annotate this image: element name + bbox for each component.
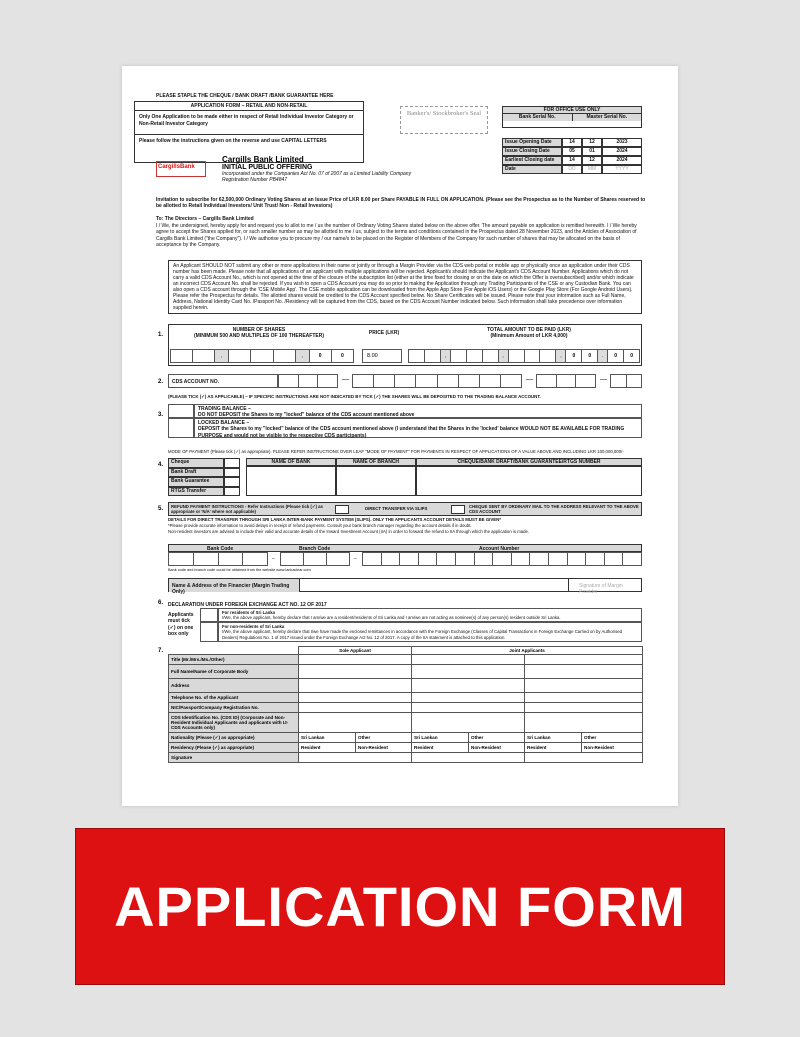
- applicant-field-label: Address: [169, 679, 299, 693]
- joint-applicant-2-field[interactable]: [525, 655, 643, 665]
- sole-applicant-field[interactable]: [299, 665, 412, 679]
- amount-digit-cell[interactable]: [508, 349, 524, 363]
- account-digit-cell[interactable]: [362, 552, 381, 566]
- option-non_resident[interactable]: Non-Resident: [469, 743, 525, 753]
- staple-note: PLEASE STAPLE THE CHEQUE / BANK DRAFT /BANK GUARANTEE HERE: [156, 93, 334, 99]
- cheque-number-col: CHEQUE/BANK DRAFT/BANK GUARANTEE/RTGS NUMBER: [416, 458, 642, 466]
- joint-applicant-1-field[interactable]: [412, 665, 525, 679]
- office-use-box: [502, 106, 642, 128]
- sole-applicant-field[interactable]: [299, 693, 412, 703]
- cargills-bank-logo: CargillsBank: [156, 161, 206, 177]
- date-month: 01: [582, 147, 602, 156]
- account-digit-cell[interactable]: [399, 552, 418, 566]
- joint-applicant-1-field[interactable]: [412, 655, 525, 665]
- cds-account-label: CDS ACCOUNT NO.: [168, 374, 278, 388]
- margin-provider-signature[interactable]: Signature of Margin Provider: [579, 583, 623, 596]
- applicant-field-label: Telephone No. of the Applicant: [169, 693, 299, 703]
- joint-applicant-1-field[interactable]: [412, 753, 525, 763]
- amount-digit-cell[interactable]: [539, 349, 555, 363]
- option-sri_lankan[interactable]: Sri Lankan: [412, 733, 469, 743]
- payment-mode-label: Cheque: [168, 458, 224, 468]
- payment-mode-label: RTGS Transfer: [168, 487, 224, 497]
- account-digit-cell[interactable]: [529, 552, 548, 566]
- amount-digit-cell[interactable]: [408, 349, 424, 363]
- cds-part-4[interactable]: [610, 374, 642, 388]
- branch-code-label: Branch Code: [299, 546, 331, 552]
- price-value: 8.00: [362, 349, 402, 363]
- non-resident-declaration: For non-residents of Sri Lanka I/We, the above applicant, hereby declare that I/we have made the enclosed remittances in accordance with the Foreign Exchange (Classes of Capital Transactions in Foreign Exchange Carried on by Authorised Dealers) Regulations No. 1 of 2017 issued under the Foreign Exchange Act No. 12 of 2017. A copy of the IIA statement is attached to this application.: [218, 622, 642, 642]
- account-digit-cell[interactable]: [548, 552, 567, 566]
- amount-digit-cell[interactable]: 0: [623, 349, 640, 363]
- to-directors: To: The Directors – Cargills Bank Limited: [156, 216, 254, 222]
- cds-dash-2: —: [526, 376, 533, 383]
- joint-applicant-2-field[interactable]: [525, 693, 643, 703]
- application-form-page: [122, 66, 678, 806]
- account-digit-cell[interactable]: [622, 552, 642, 566]
- date-year: 2023: [602, 138, 642, 147]
- sole-applicant-field[interactable]: [299, 753, 412, 763]
- direct-transfer-label: DIRECT TRANSFER VIA SLIPS: [365, 506, 428, 511]
- joint-applicant-2-field[interactable]: [525, 703, 643, 713]
- applicant-field-label: Full Name/Name of Corporate Body: [169, 665, 299, 679]
- account-number-grid[interactable]: [362, 552, 642, 566]
- applicant-field-label: Residency (Please (✓) as appropriate): [169, 743, 299, 753]
- date-day: 14: [562, 138, 582, 147]
- offering-title: INITIAL PUBLIC OFFERING: [222, 164, 313, 171]
- bank-code-grid[interactable]: [168, 552, 268, 566]
- payment-modes: [168, 458, 240, 496]
- section-6-title: DECLARATION UNDER FOREIGN EXCHANGE ACT NO. 12 OF 2017: [168, 602, 327, 608]
- cds-part-3[interactable]: [536, 374, 596, 388]
- shares-digit-cell[interactable]: [228, 349, 250, 363]
- refund-note-1: *Please provide accurate information to avoid delays in receipt of refund payments. Consult your bank branch manager regarding the account details if in doubt.: [168, 523, 472, 528]
- section-5-number: 5.: [158, 506, 164, 512]
- branch-code-grid[interactable]: [280, 552, 350, 566]
- refund-note-2: Non-resident investors are advised to include their valid and accurate details of the Inward Investment Account (IIA) in order to forward the refund to IIA through which the application is made.: [168, 529, 530, 534]
- applicant-field-label: Signature: [169, 753, 299, 763]
- joint-applicant-2-field[interactable]: [525, 665, 643, 679]
- account-digit-cell[interactable]: [455, 552, 474, 566]
- joint-applicant-1-field[interactable]: [412, 713, 525, 733]
- account-digit-cell[interactable]: [604, 552, 623, 566]
- refund-box: [168, 502, 642, 516]
- cds-part-2[interactable]: [352, 374, 522, 388]
- invitation-text: Invitation to subscribe for 62,500,000 Ordinary Voting Shares at an Issue Price of LKR 8.00 per Share PAYABLE IN FULL ON APPLICATION. (Please see the Prospectus as to the Number of Shares reserved to be allotted to Retail Individual Investors/ Unit Trust/ Non - Retail Investors): [156, 197, 646, 210]
- form-title-box: [134, 101, 364, 163]
- price-label: PRICE (LKR): [368, 330, 400, 336]
- dates-table: [502, 138, 642, 174]
- amount-digit-cell[interactable]: [466, 349, 482, 363]
- non-resident-checkbox[interactable]: [200, 622, 218, 642]
- bank-serial-label: Bank Serial No.: [503, 114, 573, 120]
- option-resident[interactable]: Resident: [525, 743, 582, 753]
- applicant-field-label: Title (Mr./Mrs./Ms./Other): [169, 655, 299, 665]
- option-sri_lankan[interactable]: Sri Lankan: [299, 733, 356, 743]
- sole-applicant-field[interactable]: [299, 679, 412, 693]
- resident-declaration: For residents of Sri Lanka I/We, the above applicant, hereby declare that I am/we are a resident/residents of Sri Lanka and I am/we are not acting as nominee(s) of any person(s) resident outside Sri Lanka.: [218, 608, 642, 622]
- notice-box: An Applicant SHOULD NOT submit any other or more applications in their name or jointly or through a Margin Provider via the CDS web portal or mobile app or physically once an application under their CDS number has been made. Please note that all applications of an applicant with multiple applications will be rejected. Applicant/s should indicate the Applicant's CDS Account Number. Applications which do not carry a valid CDS Account No., which is not opened at the time of the closure of the subscription list (either at the time fixed for closing or on the date on which the Offer is oversubscribed) and/or which indicate an incorrect CDS Account No. shall be rejected. If you wish to open a CDS Account you may do so prior to making the Application through any Trading Participants of the CSE or any Custodian Bank. You can also open a CDS account through the 'CSE Mobile App'. The CSE mobile application can be downloaded from the Apple App Store (For Apple iOS Users) or the Google Play Store (For Google Android Users). Please refer the Prospectus for details. The allotted shares would be credited to the CDS Account specified below. No Share Certificates will be issued. Please note that your information such as Full Name, Address, National Identity Card No. /Passport No. /Residency will be captured from the CDS, based on the CDS Account Number indicated below. Such information shall take precedence over information supplied herein.: [168, 260, 642, 314]
- date-label: Date: [502, 165, 562, 174]
- banker-seal-box: Banker's/ Stockbroker's Seal: [400, 106, 488, 134]
- company-block: [222, 155, 522, 184]
- shares-input-grid[interactable]: [170, 349, 354, 363]
- date-month: 12: [582, 156, 602, 165]
- option-resident[interactable]: Resident: [299, 743, 356, 753]
- office-use-title: FOR OFFICE USE ONLY: [503, 107, 641, 114]
- date-year: 2024: [602, 147, 642, 156]
- joint-applicants-header: Joint Applicants: [412, 647, 643, 655]
- section-3-number: 3.: [158, 412, 164, 418]
- registration-number: Registration Number PB4847: [222, 177, 288, 184]
- code-source-note: Bank code and branch code could be obtained from the website www.lankaclear.com: [168, 568, 311, 572]
- account-digit-cell[interactable]: [492, 552, 511, 566]
- amount-digit-cell[interactable]: ,: [440, 349, 450, 363]
- joint-applicant-2-field[interactable]: [525, 753, 643, 763]
- shares-digit-cell[interactable]: [170, 349, 192, 363]
- section-7-number: 7.: [158, 648, 164, 654]
- date-day: 05: [562, 147, 582, 156]
- cheque-mail-label: CHEQUE SENT BY ORDINARY MAIL TO THE ADDRESS RELEVANT TO THE ABOVE CDS ACCOUNT: [469, 504, 639, 515]
- incorporation-note: Incorporated under the Companies Act No. 07 of 2007 as a Limited Liability Company: [222, 171, 412, 177]
- follow-instructions-note: Please follow the instructions given on the reverse and use CAPITAL LETTERS: [135, 134, 363, 147]
- date-row: [502, 165, 642, 174]
- tick-note: (PLEASE TICK (✓) AS APPLICABLE) – IF SPECIFIC INSTRUCTIONS ARE NOT INDICATED BY TICK (✓) THE SHARES WILL BE DEPOSITED TO THE TRADING BALANCE ACCOUNT.: [168, 394, 541, 399]
- date-row: [502, 147, 642, 156]
- bank-name-field[interactable]: [246, 466, 336, 496]
- amount-digit-cell[interactable]: 0: [565, 349, 581, 363]
- number-of-shares-label: NUMBER OF SHARES (MINIMUM 500 AND MULTIPLES OF 100 THEREAFTER): [193, 327, 324, 340]
- shares-digit-cell[interactable]: 0: [331, 349, 354, 363]
- amount-digit-cell[interactable]: [450, 349, 466, 363]
- banner-label: APPLICATION FORM: [114, 875, 686, 938]
- date-year[interactable]: YYYY: [602, 165, 642, 174]
- section-4-number: 4.: [158, 462, 164, 468]
- account-digit-cell[interactable]: [418, 552, 437, 566]
- amount-digit-cell[interactable]: [524, 349, 540, 363]
- amount-digit-cell[interactable]: ,: [555, 349, 565, 363]
- amount-input-grid[interactable]: [408, 349, 640, 363]
- date-label: Earliest Closing date: [502, 156, 562, 165]
- applicant-details-table: [168, 646, 642, 763]
- branch-code-dash: –: [354, 556, 357, 562]
- locked-balance-checkbox[interactable]: [168, 418, 194, 438]
- option-non_resident[interactable]: Non-Resident: [356, 743, 412, 753]
- option-other[interactable]: Other: [356, 733, 412, 743]
- direct-transfer-checkbox[interactable]: [335, 505, 349, 514]
- date-day: 14: [562, 156, 582, 165]
- sole-applicant-field[interactable]: [299, 703, 412, 713]
- branch-name-field[interactable]: [336, 466, 416, 496]
- payment-mode-label: Bank Draft: [168, 468, 224, 478]
- joint-applicant-2-field[interactable]: [525, 679, 643, 693]
- total-amount-label: TOTAL AMOUNT TO BE PAID (LKR) (Minimum Amount of LKR 4,000): [487, 327, 571, 340]
- shares-digit-cell[interactable]: [250, 349, 272, 363]
- payment-mode-label: Bank Guarantee: [168, 477, 224, 487]
- applicants-tick-note: Applicants must tick (✓) on one box only: [168, 612, 194, 637]
- payment-details-table: [246, 458, 642, 496]
- option-non_resident[interactable]: Non-Resident: [582, 743, 643, 753]
- cheque-number-field[interactable]: [416, 466, 642, 496]
- shares-digit-cell[interactable]: ,: [214, 349, 228, 363]
- bank-code-label: Bank Code: [207, 546, 234, 552]
- joint-applicant-1-field[interactable]: [412, 703, 525, 713]
- financier-label: Name & Address of the Financier (Margin Trading Only): [169, 579, 299, 592]
- payment-mode-checkbox[interactable]: [224, 487, 240, 497]
- payment-mode-checkbox[interactable]: [224, 477, 240, 487]
- bank-code-dash: –: [272, 556, 275, 562]
- joint-applicant-1-field[interactable]: [412, 693, 525, 703]
- sole-applicant-field[interactable]: [299, 713, 412, 733]
- trading-balance-checkbox[interactable]: [168, 404, 194, 418]
- date-day[interactable]: DD: [562, 165, 582, 174]
- applicant-field-label: NIC/Passport/Company Registration No.: [169, 703, 299, 713]
- date-label: Issue Opening Date: [502, 138, 562, 147]
- cds-dash-3: —: [600, 376, 607, 383]
- shares-digit-cell[interactable]: 0: [309, 349, 331, 363]
- payment-mode-checkbox[interactable]: [224, 458, 240, 468]
- one-application-note: Only One Application to be made either in respect of Retail Individual Investor Category or Non-Retail Investor Category: [139, 114, 354, 127]
- account-digit-cell[interactable]: [436, 552, 455, 566]
- option-resident[interactable]: Resident: [412, 743, 469, 753]
- amount-digit-cell[interactable]: .: [597, 349, 607, 363]
- joint-applicant-1-field[interactable]: [412, 679, 525, 693]
- payment-mode-row: [168, 477, 240, 487]
- date-row: [502, 156, 642, 165]
- amount-digit-cell[interactable]: [424, 349, 440, 363]
- application-form-banner: [75, 828, 725, 985]
- financier-field[interactable]: [299, 579, 569, 592]
- refund-instructions: REFUND PAYMENT INSTRUCTIONS - Refer Instructions (Please tick (✓) as appropriate or 'N/A' where not applicable): [171, 504, 323, 515]
- resident-checkbox[interactable]: [200, 608, 218, 622]
- slips-details: DETAILS FOR DIRECT TRANSFER THROUGH SRI LANKA INTER-BANK PAYMENT SYSTEM (SLIPS). ONLY THE APPLICANTS ACCOUNT DETAILS MUST BE GIVEN*: [168, 517, 501, 522]
- account-digit-cell[interactable]: [511, 552, 530, 566]
- applicant-field-label: Nationality (Please (✓) as appropriate): [169, 733, 299, 743]
- payment-note: MODE OF PAYMENT (Please tick (✓) as appropriate). PLEASE REFER INSTRUCTIONS OVER LEAF "MODE OF PAYMENT" FOR PAYMENTS IN RESPECT OF APPLICATIONS OF A VALUE ABOVE AND INCLUDING LKR 100,000,000/-: [168, 449, 624, 454]
- date-label: Issue Closing Date: [502, 147, 562, 156]
- amount-digit-cell[interactable]: 0: [581, 349, 597, 363]
- payment-mode-row: [168, 468, 240, 478]
- account-digit-cell[interactable]: [474, 552, 493, 566]
- account-digit-cell[interactable]: [567, 552, 586, 566]
- company-name: Cargills Bank Limited: [222, 155, 304, 164]
- section-6-number: 6.: [158, 600, 164, 606]
- date-month[interactable]: MM: [582, 165, 602, 174]
- declaration-text: I / We, the undersigned, hereby apply for and request you to allot to me / us the number of Ordinary Voting Shares stated below on the above offer. The amount payable on application is remitted herewith. I / We hereby agree to accept the Shares applied for, or such smaller number as may be allotted to me / us, subject to the terms and conditions contained in the Prospectus dated 28 November 2023, and the Articles of Association of Cargills Bank Limited ("the Company"). I / We authorise you to procure my / our name/s to be placed on the Register of Members of the Company for such number of shares that may be allocated on the basis of acceptance by the Company.: [156, 223, 637, 248]
- account-digit-cell[interactable]: [381, 552, 400, 566]
- shares-digit-cell[interactable]: [273, 349, 295, 363]
- option-other[interactable]: Other: [582, 733, 643, 743]
- cheque-mail-checkbox[interactable]: [451, 505, 465, 514]
- amount-digit-cell[interactable]: [482, 349, 498, 363]
- section-1-number: 1.: [158, 332, 164, 338]
- cds-part-1[interactable]: [278, 374, 338, 388]
- sole-applicant-header: Sole Applicant: [299, 647, 412, 655]
- account-number-label: Account Number: [479, 546, 520, 552]
- financier-row: [168, 578, 642, 596]
- bank-name-col: NAME OF BANK: [246, 458, 336, 466]
- master-serial-label: Master Serial No.: [573, 114, 642, 120]
- bank-code-header: [168, 544, 642, 552]
- joint-applicant-2-field[interactable]: [525, 713, 643, 733]
- locked-balance-text: LOCKED BALANCE – DEPOSIT the Shares to my "locked" balance of the CDS account mentioned above (I understand that the Shares in the 'locked' balance WOULD NOT BE AVAILABLE FOR TRADING PURPOSE and would not be visible to the respective CDS participants): [194, 418, 642, 438]
- date-year: 2024: [602, 156, 642, 165]
- option-sri_lankan[interactable]: Sri Lankan: [525, 733, 582, 743]
- shares-digit-cell[interactable]: ,: [295, 349, 309, 363]
- amount-digit-cell[interactable]: ,: [498, 349, 508, 363]
- payment-mode-row: [168, 487, 240, 497]
- payment-mode-row: [168, 458, 240, 468]
- cds-dash-1: —: [342, 376, 349, 383]
- branch-name-col: NAME OF BRANCH: [336, 458, 416, 466]
- sole-applicant-field[interactable]: [299, 655, 412, 665]
- trading-balance-text: TRADING BALANCE – DO NOT DEPOSIT the Shares to my "locked" balance of the CDS account mentioned above: [194, 404, 642, 418]
- date-row: [502, 138, 642, 147]
- option-other[interactable]: Other: [469, 733, 525, 743]
- applicant-field-label: CDS Identification No. (CDS ID) (Corporate and Non-Resident Individual Applicants and applicants with IJ-CDS Accounts only): [169, 713, 299, 733]
- section-2-number: 2.: [158, 379, 164, 385]
- payment-mode-checkbox[interactable]: [224, 468, 240, 478]
- shares-digit-cell[interactable]: [192, 349, 214, 363]
- form-title: APPLICATION FORM – RETAIL AND NON-RETAIL: [135, 102, 363, 111]
- amount-digit-cell[interactable]: 0: [607, 349, 623, 363]
- account-digit-cell[interactable]: [585, 552, 604, 566]
- date-month: 12: [582, 138, 602, 147]
